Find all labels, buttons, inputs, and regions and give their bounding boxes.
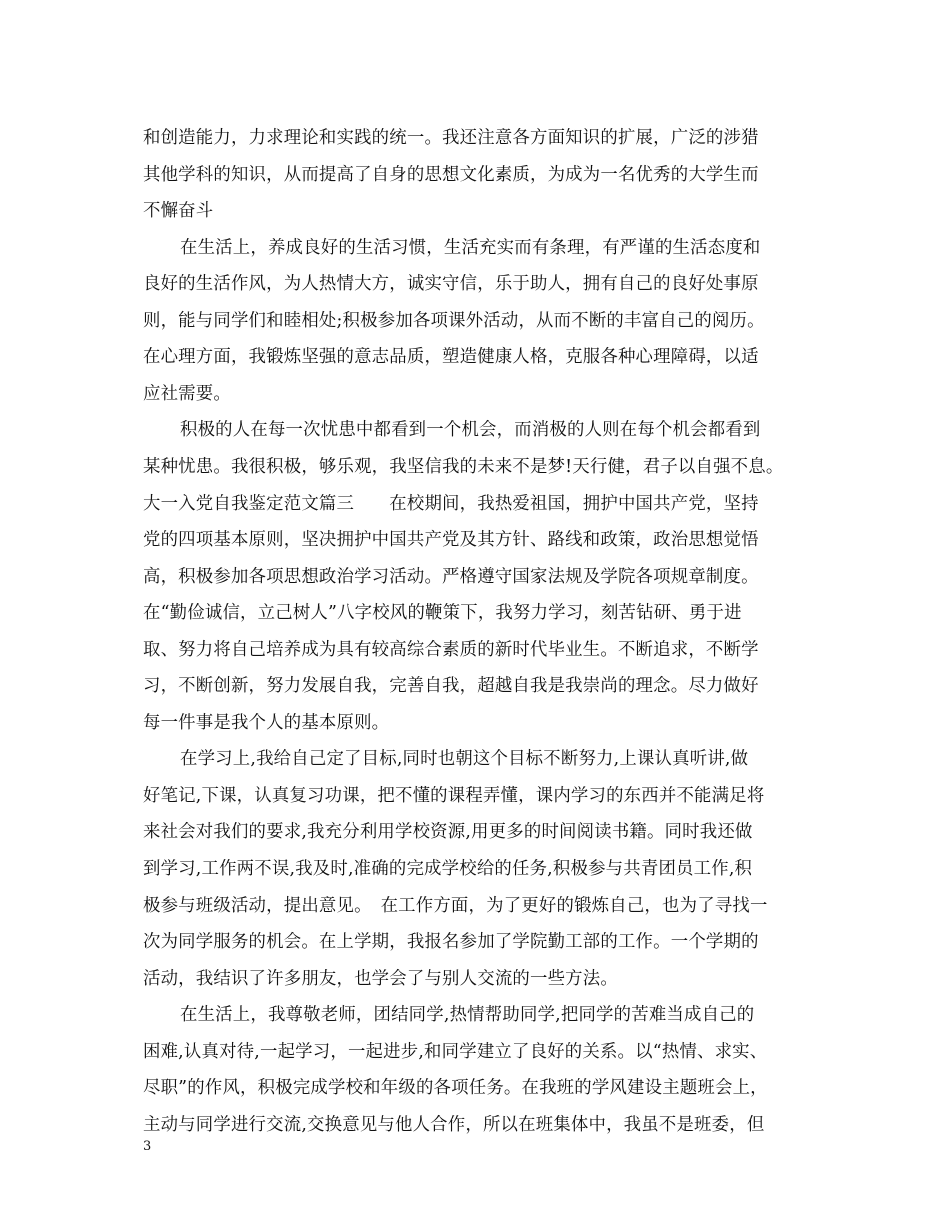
- text-line: 尽职”的作风，积极完成学校和年级的各项任务。在我班的学风建设主题班会上，: [143, 1078, 768, 1099]
- text-line: 来社会对我们的要求,我充分利用学校资源,用更多的时间阅读书籍。同时我还做: [143, 822, 753, 843]
- text-line: 在学习上,我给自己定了目标,同时也朝这个目标不断努力,上课认真听讲,做: [180, 749, 749, 770]
- text-line: 次为同学服务的机会。在上学期，我报名参加了学院勤工部的工作。一个学期的: [143, 932, 759, 953]
- text-line: 在生活上，养成良好的生活习惯，生活充实而有条理，有严谨的生活态度和: [180, 237, 761, 258]
- text-line: 大一入党自我鉴定范文篇三 在校期间，我热爱祖国，拥护中国共产党，坚持: [143, 493, 759, 514]
- text-line: 在心理方面，我锻炼坚强的意志品质，塑造健康人格，克服各种心理障碍，以适: [143, 347, 759, 368]
- text-line: 每一件事是我个人的基本原则。: [143, 712, 390, 733]
- text-line: 应社需要。: [143, 383, 231, 404]
- text-line: 取、努力将自己培养成为具有较高综合素质的新时代毕业生。不断追求，不断学: [143, 639, 759, 660]
- text-line: 好笔记,下课，认真复习功课，把不懂的课程弄懂，课内学习的东西并不能满足将: [143, 785, 765, 806]
- text-line: 良好的生活作风，为人热情大方，诚实守信，乐于助人，拥有自己的良好处事原: [143, 274, 759, 295]
- text-line: 不懈奋斗: [143, 201, 214, 222]
- text-line: 高，积极参加各项思想政治学习活动。严格遵守国家法规及学院各项规章制度。: [143, 566, 759, 587]
- text-line: 积极的人在每一次忧患中都看到一个机会，而消极的人则在每个机会都看到: [180, 420, 761, 441]
- text-line: 主动与同学进行交流,交换意见与他人合作，所以在班集体中，我虽不是班委，但: [143, 1114, 765, 1135]
- text-line: 党的四项基本原则，坚决拥护中国共产党及其方针、路线和政策，政治思想觉悟: [143, 530, 759, 550]
- page-number: 3: [143, 1139, 152, 1154]
- text-line: 极参与班级活动，提出意见。 在工作方面，为了更好的锻炼自己，也为了寻找一: [143, 895, 768, 916]
- text-line: 困难,认真对待,一起学习，一起进步,和同学建立了良好的关系。以“热情、求实、: [143, 1041, 768, 1062]
- text-line: 和创造能力，力求理论和实践的统一。我还注意各方面知识的扩展，广泛的涉猎: [143, 128, 759, 148]
- text-line: 在“勤俭诚信，立己树人”八字校风的鞭策下，我努力学习，刻苦钻研、勇于进: [143, 603, 742, 624]
- text-line: 在生活上，我尊敬老师，团结同学,热情帮助同学,把同学的苦难当成自己的: [180, 1005, 755, 1026]
- text-line: 习，不断创新，努力发展自我，完善自我，超越自我是我崇尚的理念。尽力做好: [143, 676, 759, 697]
- text-line: 活动，我结识了许多朋友，也学会了与别人交流的一些方法。: [143, 968, 618, 989]
- text-line: 则，能与同学们和睦相处;积极参加各项课外活动，从而不断的丰富自己的阅历。: [143, 310, 765, 331]
- text-line: 某种忧患。我很积极，够乐观，我坚信我的未来不是梦!天行健，君子以自强不息。: [143, 456, 784, 477]
- text-line: 到学习,工作两不误,我及时,准确的完成学校给的任务,积极参与共青团员工作,积: [143, 859, 753, 879]
- text-line: 其他学科的知识，从而提高了自身的思想文化素质，为成为一名优秀的大学生而: [143, 164, 759, 185]
